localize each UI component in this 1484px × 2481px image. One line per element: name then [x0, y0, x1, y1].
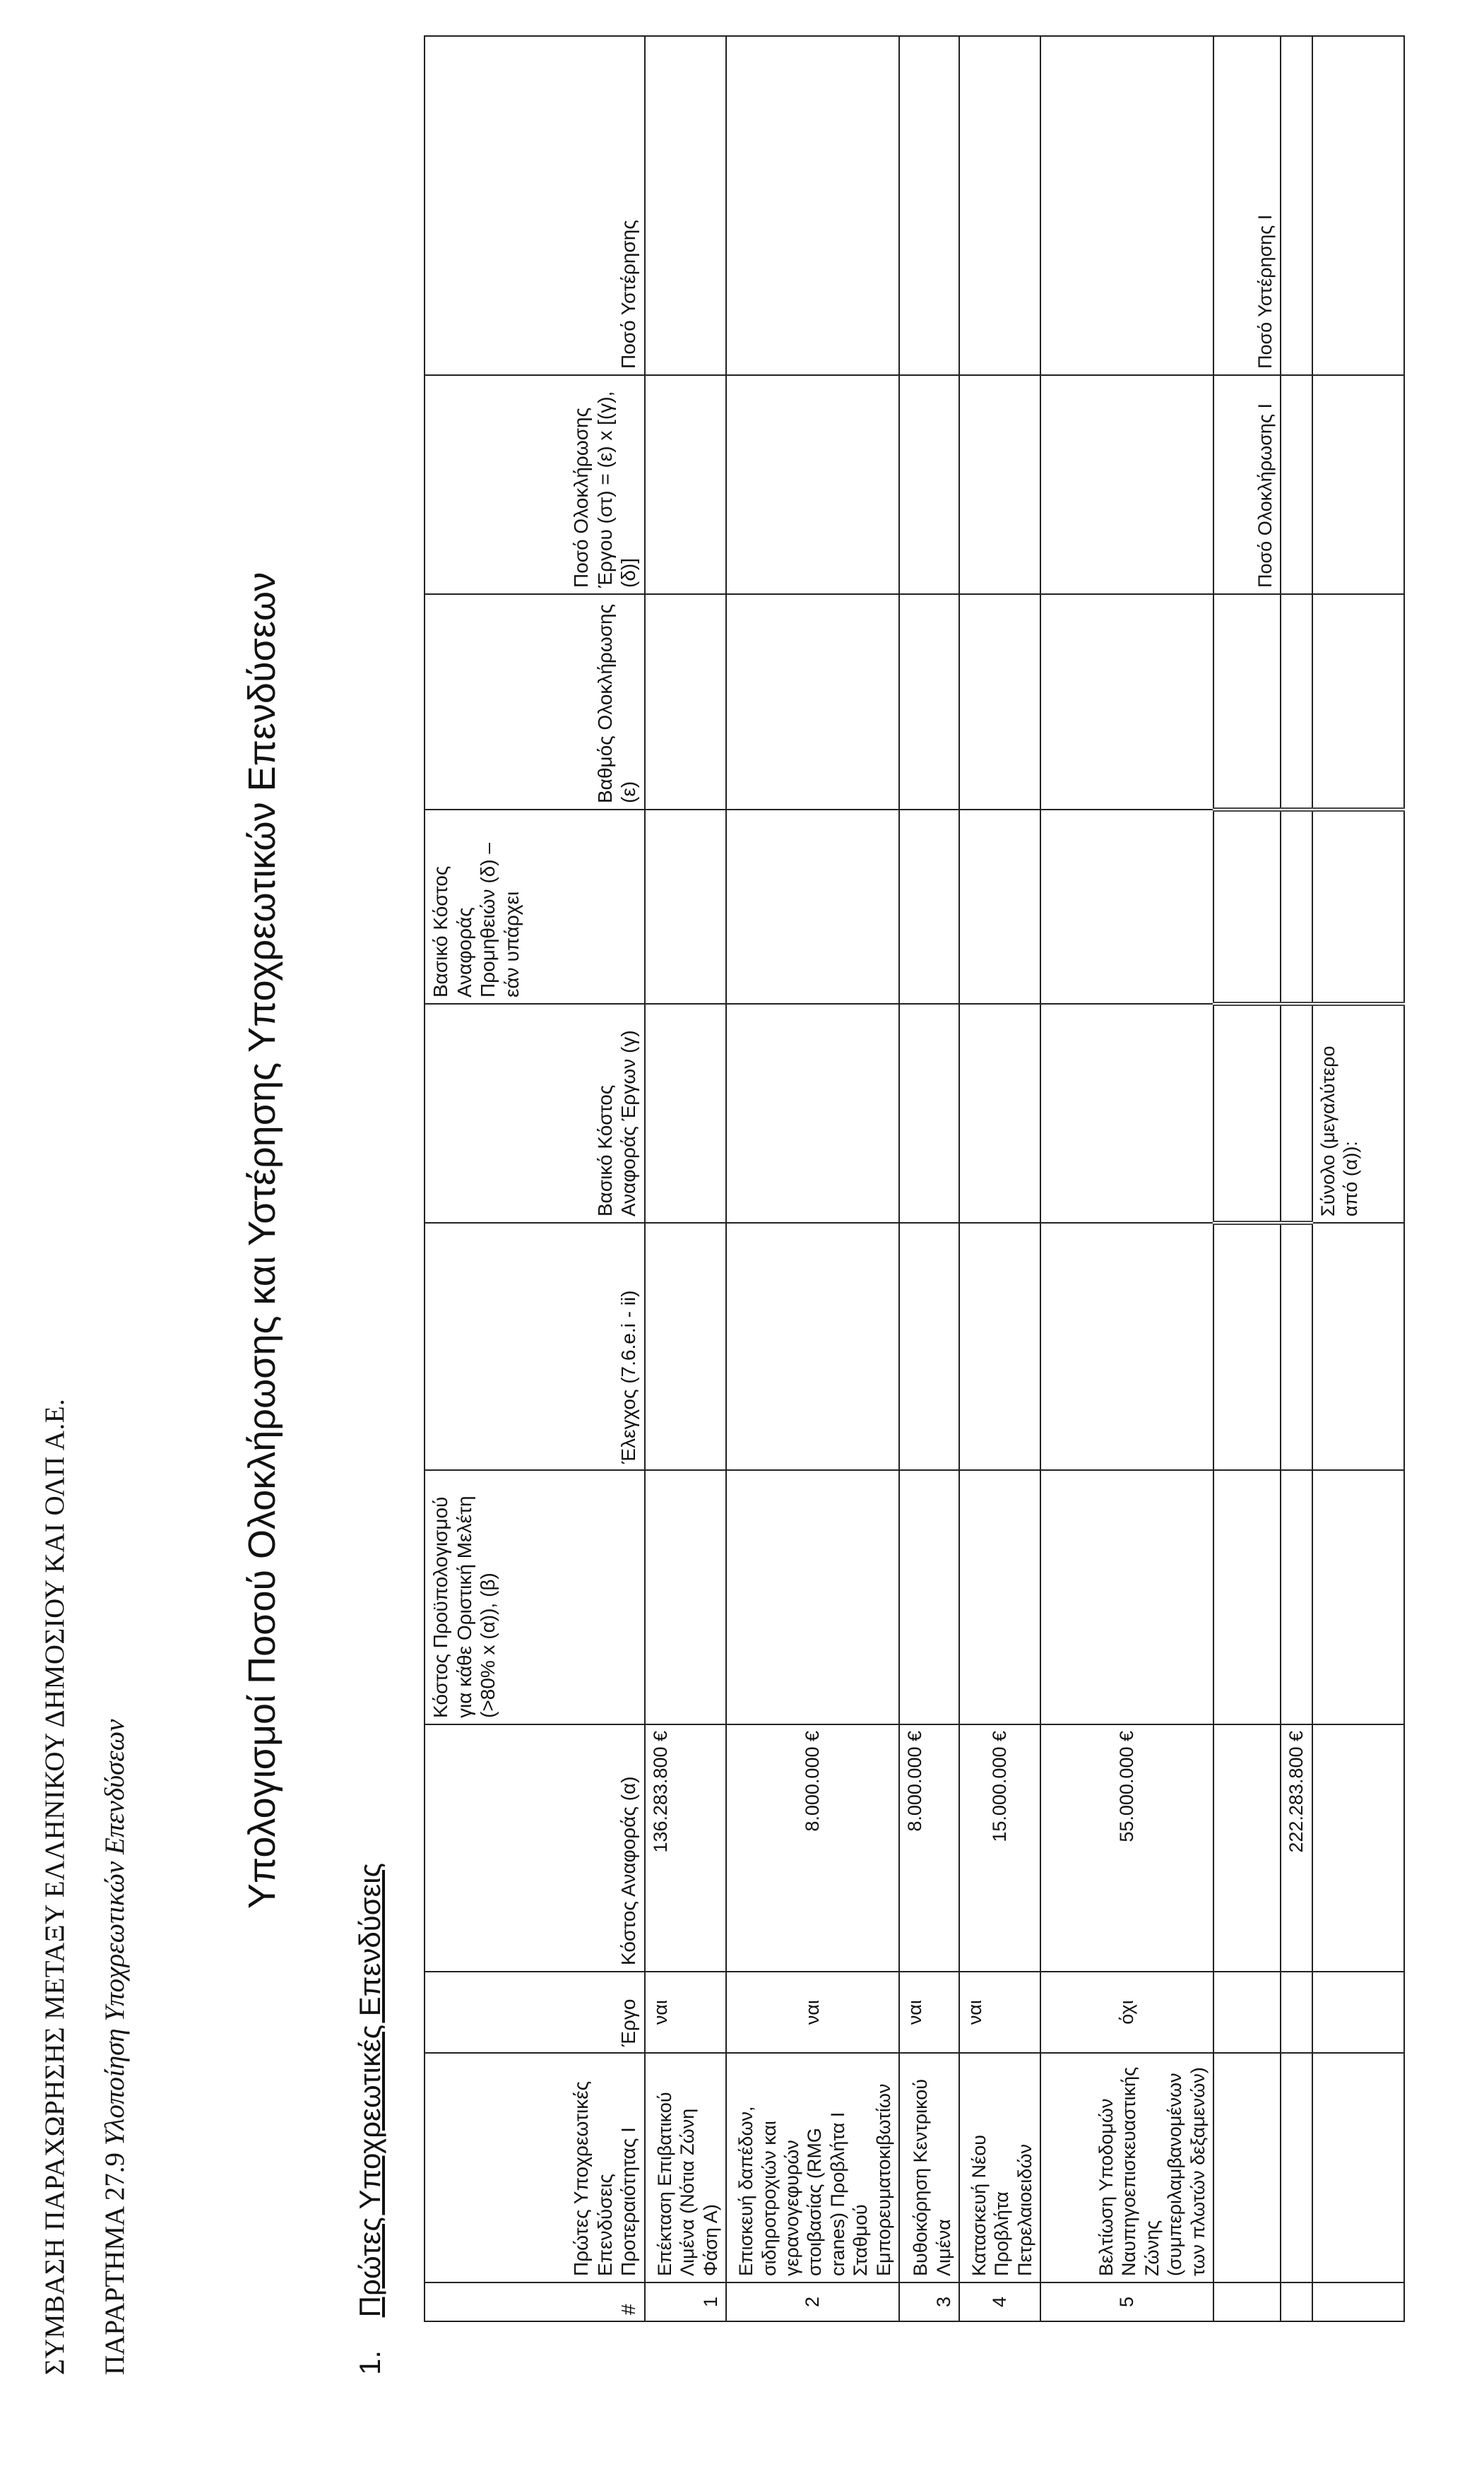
totals-supply-cost — [1213, 810, 1281, 1004]
row-completion-amount — [645, 375, 726, 594]
row-completion-amount — [1040, 375, 1213, 594]
sum-works-cost — [1281, 1004, 1312, 1223]
row-budget-cost — [899, 1470, 959, 1724]
totals-delay-amount-label: Ποσό Υστέρησης Ι — [1213, 36, 1281, 375]
summary-project — [1312, 1972, 1404, 2053]
totals-num — [1213, 2282, 1281, 2321]
row-check — [726, 1223, 899, 1470]
table-row — [726, 36, 899, 2321]
summary-ref-cost — [1312, 1724, 1404, 1972]
sum-delay-amount — [1281, 36, 1312, 375]
row-num: 2 — [726, 2282, 899, 2321]
section-text: Πρώτες Υποχρεωτικές Επενδύσεις — [353, 1863, 386, 2318]
sum-project — [1281, 1972, 1312, 2053]
sum-supply-cost — [1281, 810, 1312, 1004]
row-budget-cost — [645, 1470, 726, 1724]
row-supply-cost — [645, 810, 726, 1004]
header-budget-cost: Κόστος Προϋπολογισμού για κάθε Οριστική Μελέτη (>80% x (α)), (β) — [425, 1470, 645, 1724]
row-ref-cost: 136.283.800 € — [645, 1724, 726, 1972]
summary-check — [1312, 1223, 1404, 1470]
section-number: 1. — [353, 2350, 386, 2375]
table-row — [1040, 36, 1213, 2321]
row-num: 5 — [1040, 2282, 1213, 2321]
row-budget-cost — [726, 1470, 899, 1724]
sum-check — [1281, 1223, 1312, 1470]
row-delay-amount — [959, 36, 1040, 375]
table-row — [899, 36, 959, 2321]
row-completion-amount — [959, 375, 1040, 594]
summary-completion-amount — [1312, 375, 1404, 594]
summary-label: Σύνολο (μεγαλύτερο από (α)): — [1312, 1004, 1404, 1223]
totals-row — [1213, 36, 1281, 2321]
row-works-cost — [1040, 1004, 1213, 1223]
row-num: 4 — [959, 2282, 1040, 2321]
sum-completion-degree — [1281, 594, 1312, 810]
header-ref-cost: Κόστος Αναφοράς (α) — [425, 1724, 645, 1972]
header-works-cost: Βασικό Κόστος Αναφοράς Έργων (γ) — [425, 1004, 645, 1223]
ref-cost-total: 222.283.800 € — [1281, 1724, 1312, 1972]
row-project: ναι — [959, 1972, 1040, 2053]
row-ref-cost: 15.000.000 € — [959, 1724, 1040, 1972]
row-check — [959, 1223, 1040, 1470]
row-supply-cost — [899, 810, 959, 1004]
row-investment: Επισκευή δαπέδων, σιδηροτροχιών και γερανογεφυρών στοιβασίας (RMG cranes) Προβλήτα Ι Σταθμού Εμπορευματοκιβωτίων — [726, 2053, 899, 2282]
table-row — [959, 36, 1040, 2321]
table-header-row — [425, 36, 645, 2321]
row-completion-degree — [1040, 594, 1213, 810]
row-project: ναι — [645, 1972, 726, 2053]
row-delay-amount — [899, 36, 959, 375]
row-investment: Κατασκευή Νέου Προβλήτα Πετρελαιοειδών — [959, 2053, 1040, 2282]
row-project: ναι — [899, 1972, 959, 2053]
totals-project — [1213, 1972, 1281, 2053]
row-works-cost — [959, 1004, 1040, 1223]
summary-delay-amount — [1312, 36, 1404, 375]
row-project: ναι — [726, 1972, 899, 2053]
row-num: 1 — [645, 2282, 726, 2321]
row-ref-cost: 8.000.000 € — [899, 1724, 959, 1972]
sum-budget-cost — [1281, 1470, 1312, 1724]
sum-completion-amount — [1281, 375, 1312, 594]
row-works-cost — [899, 1004, 959, 1223]
summary-row — [1312, 36, 1404, 2321]
row-supply-cost — [959, 810, 1040, 1004]
row-completion-degree — [645, 594, 726, 810]
row-budget-cost — [1040, 1470, 1213, 1724]
totals-budget-cost — [1213, 1470, 1281, 1724]
annex-header — [99, 1719, 131, 2375]
summary-budget-cost — [1312, 1470, 1404, 1724]
row-completion-degree — [899, 594, 959, 810]
sum-investment — [1281, 2053, 1312, 2282]
totals-works-cost — [1213, 1004, 1281, 1223]
contract-header: ΣΥΜΒΑΣΗ ΠΑΡΑΧΩΡΗΣΗΣ ΜΕΤΑΞΥ ΕΛΛΗΝΙΚΟΥ ΔΗΜΟΣΙΟΥ ΚΑΙ ΟΛΠ Α.Ε. — [40, 1398, 70, 2375]
row-check — [899, 1223, 959, 1470]
totals-completion-degree — [1213, 594, 1281, 810]
annex-title: Υλοποίηση Υποχρεωτικών Επενδύσεων — [100, 1719, 130, 2146]
summary-investment — [1312, 2053, 1404, 2282]
row-supply-cost — [1040, 810, 1213, 1004]
page-title: Υπολογισμοί Ποσού Ολοκλήρωσης και Υστέρησης Υποχρεωτικών Επενδύσεων — [241, 572, 283, 1909]
row-investment: Βελτίωση Υποδομών Ναυπηγοεπισκευαστικής Ζώνης (συμπεριλαμβανομένων των πλωτών δεξαμενών) — [1040, 2053, 1213, 2282]
header-supply-cost: Βασικό Κόστος Αναφοράς Προμηθειών (δ) – εάν υπάρχει — [425, 810, 645, 1004]
row-completion-degree — [959, 594, 1040, 810]
row-works-cost — [645, 1004, 726, 1223]
row-works-cost — [726, 1004, 899, 1223]
row-completion-amount — [726, 375, 899, 594]
totals-completion-amount-label: Ποσό Ολοκλήρωσης Ι — [1213, 375, 1281, 594]
row-delay-amount — [645, 36, 726, 375]
row-num: 3 — [899, 2282, 959, 2321]
sum-num — [1281, 2282, 1312, 2321]
row-completion-amount — [899, 375, 959, 594]
row-delay-amount — [1040, 36, 1213, 375]
totals-investment — [1213, 2053, 1281, 2282]
row-project: όχι — [1040, 1972, 1213, 2053]
summary-num — [1312, 2282, 1404, 2321]
header-delay-amount: Ποσό Υστέρησης — [425, 36, 645, 375]
summary-completion-degree — [1312, 594, 1404, 810]
row-completion-degree — [726, 594, 899, 810]
row-ref-cost: 55.000.000 € — [1040, 1724, 1213, 1972]
row-supply-cost — [726, 810, 899, 1004]
row-check — [1040, 1223, 1213, 1470]
summary-supply-cost — [1312, 810, 1404, 1004]
header-completion-degree: Βαθμός Ολοκλήρωσης (ε) — [425, 594, 645, 810]
row-delay-amount — [726, 36, 899, 375]
table-row — [645, 36, 726, 2321]
row-investment: Βυθοκόρηση Κεντρικού Λιμένα — [899, 2053, 959, 2282]
annex-number: ΠΑΡΑΡΤΗΜΑ 27.9 — [100, 2152, 130, 2375]
row-investment: Επέκταση Επιβατικού Λιμένα (Νότια Ζώνη Φάση Α) — [645, 2053, 726, 2282]
header-num: # — [425, 2282, 645, 2321]
row-budget-cost — [959, 1470, 1040, 1724]
row-check — [645, 1223, 726, 1470]
header-project: Έργο — [425, 1972, 645, 2053]
section-heading — [353, 1863, 387, 2375]
header-investment: Πρώτες Υποχρεωτικές Επενδύσεις Προτεραιότητας Ι — [425, 2053, 645, 2282]
header-check: Έλεγχος (7.6.e.i - ii) — [425, 1223, 645, 1470]
totals-check — [1213, 1223, 1281, 1470]
header-completion-amount: Ποσό Ολοκλήρωσης Έργου (στ) = (ε) x [(γ),(δ)] — [425, 375, 645, 594]
totals-ref-cost — [1213, 1724, 1281, 1972]
investments-table — [424, 35, 1405, 2322]
sum-row — [1281, 36, 1312, 2321]
row-ref-cost: 8.000.000 € — [726, 1724, 899, 1972]
